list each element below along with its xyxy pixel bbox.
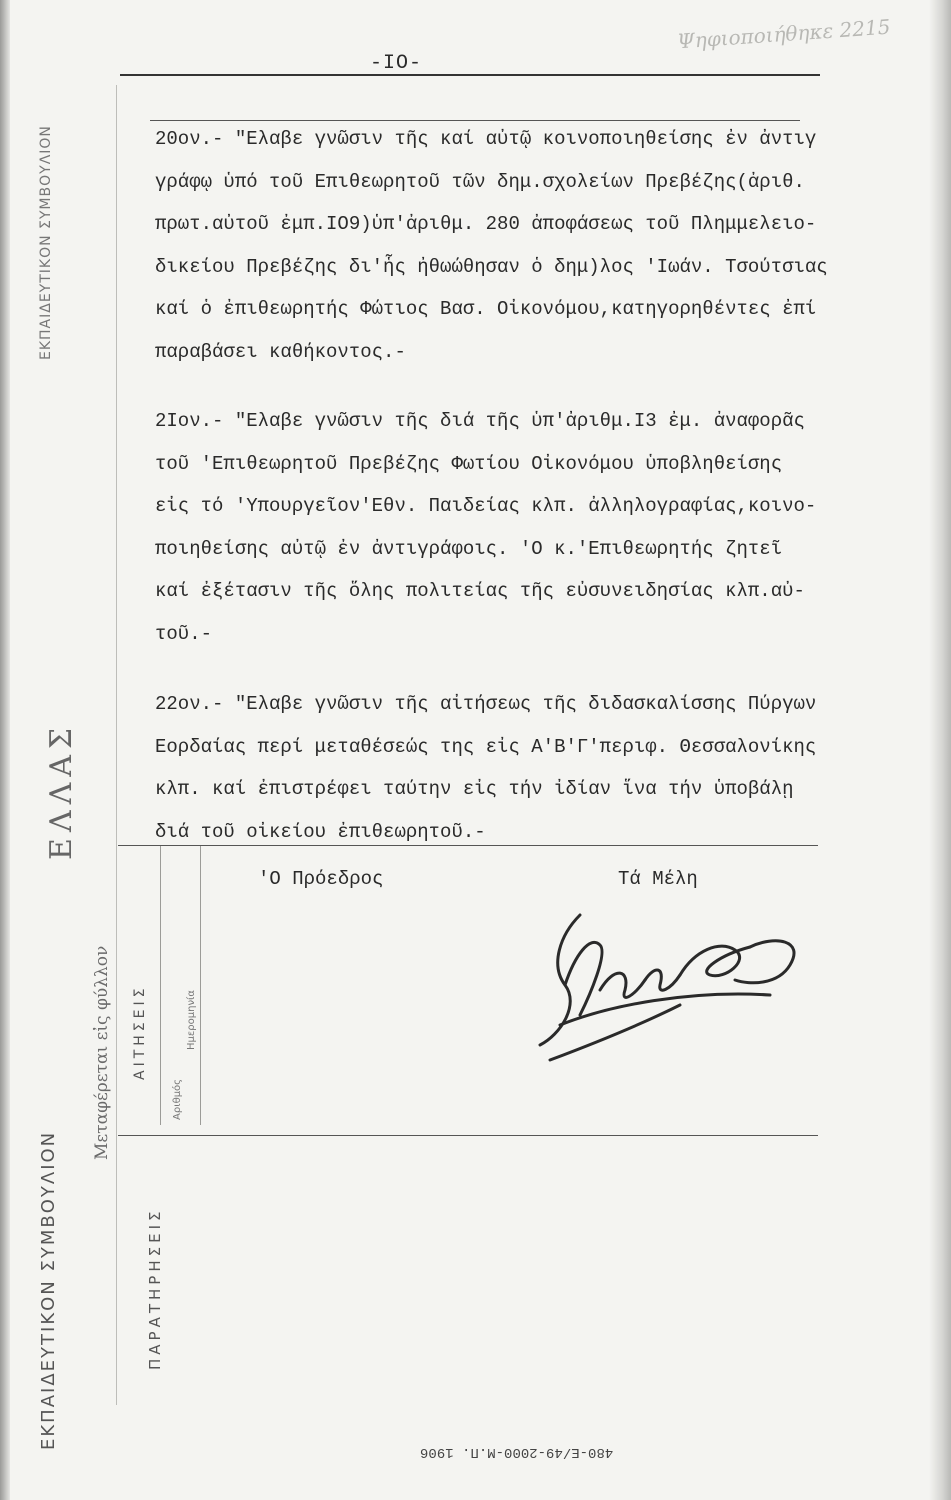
handwritten-signature [520,895,820,1075]
members-label: Τά Μέλη [618,868,698,890]
entry-line: 2Iον.- "Ελαβε γνῶσιν τῆς διά τῆς ὑπ'ἀριθμ.I3 ἐμ. ἀναφορᾶς [155,410,805,432]
scan-shadow-right [929,0,951,1500]
entry-line: 22ον.- "Ελαβε γνῶσιν τῆς αἰτήσεως τῆς διδασκαλίσσης Πύργων [155,693,817,715]
entry-line: τοῦ 'Επιθεωρητοῦ Πρεβέζης Φωτίου Οἰκονόμου ὑποβληθείσης [155,452,783,475]
entry-line: γράφῳ ὑπό τοῦ Επιθεωρητοῦ τῶν δημ.σχολείων Πρεβέζης(ἀριθ. [155,170,805,193]
page-number: -IO- [370,52,423,75]
entry-line: τοῦ.- [155,622,213,645]
margin-header-vertical: ΕΚΠΑΙΔΕΥΤΙΚΟΝ ΣΥΜΒΟΥΛΙΟΝ [38,125,54,360]
council-name-vertical: ΕΚΠΑΙΔΕΥΤΙΚΟΝ ΣΥΜΒΟΥΛΙΟΝ [38,1130,59,1450]
entry-line: ποιηθείσης αὐτῷ ἐν ἀντιγράφοις. 'Ο κ.'Επιθεωρητής ζητεῖ [155,537,783,560]
entry-line: εἰς τό 'Υπουργεῖον'Εθν. Παιδείας κλπ. ἀλληλογραφίας,κοινο- [155,495,817,517]
entry-line: 20ον.- "Ελαβε γνῶσιν τῆς καί αὐτῷ κοινοποιηθείσης ἐν ἀντιγ [155,128,817,150]
entry-line: καί ἐξέτασιν τῆς ὅλης πολιτείας τῆς εὐσυνειδησίας κλπ.αὐ- [155,580,805,602]
scan-shadow-left [0,0,10,1500]
margin-divider [116,85,117,1405]
printer-code: 480-Ε/49-2000-Μ.Π. 1906 [420,1444,614,1460]
entry-line: καί ὁ ἐπιθεωρητής Φώτιος Βασ. Οἰκονόμου,κατηγορηθέντες ἐπί [155,298,817,320]
entry-line: δικείου Πρεβέζης δι'ἧς ἠθωώθησαν ὁ δημ)λος 'Ιωάν. Τσούτσιας [155,255,828,278]
minutes-entry-22 [155,683,925,853]
entry-line: πρωτ.αὐτοῦ ἐμπ.IO9)ὑπ'ἀριθμ. 280 ἀποφάσεως τοῦ Πλημμελειο- [155,213,817,235]
transfer-note: Μεταφέρεται εἰς φύλλον [92,945,112,1160]
margin-small-label: Αριθμός [172,1078,183,1120]
paratiriseis-label: ΠΑΡΑΤΗΡΗΣΕΙΣ [146,1207,164,1370]
minutes-entry-21 [155,400,925,655]
entry-line: διά τοῦ οἰκείου ἐπιθεωρητοῦ.- [155,820,486,843]
entry-line: κλπ. καί ἐπιστρέφει ταύτην εἰς τήν ἰδίαν ἵνα τήν ὑποβάλῃ [155,778,794,800]
aitiseis-label: ΑΙΤΗΣΕΙΣ [132,984,148,1080]
margin-column-line [160,845,161,1125]
minutes-entry-20 [155,118,925,373]
entry-line: Εορδαίας περί μεταθέσεώς της εἰς Α'Β'Γ'περιφ. Θεσσαλονίκης [155,735,817,758]
header-rule [120,74,820,76]
faint-corner-note: Ψηφιοποιήθηκε 2215 [676,14,892,54]
margin-small-label: Ημερομηνία [186,989,197,1050]
president-label: 'Ο Πρόεδρος [258,868,384,890]
entry-line: παραβάσει καθήκοντος.- [155,340,406,363]
margin-box-bottom-rule [118,1135,818,1136]
emblem-text: ΕΛΛΑΣ [44,721,79,860]
margin-column-line [200,845,201,1125]
